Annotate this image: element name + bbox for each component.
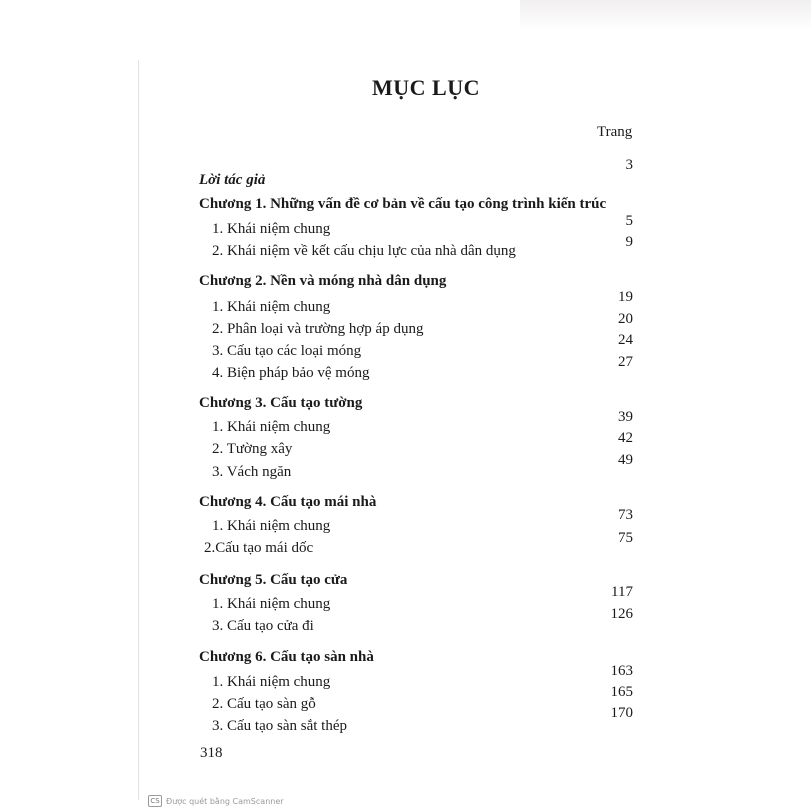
toc-item-page: 27	[618, 354, 633, 370]
toc-chapter-title: Chương 2. Nền và móng nhà dân dụng	[199, 273, 447, 289]
toc-item-page: 42	[618, 430, 633, 446]
page-column-header: Trang	[597, 124, 633, 140]
toc-item-label: 2.Cấu tạo mái dốc	[204, 540, 314, 556]
toc-item-page: 165	[610, 684, 633, 700]
toc-chapter-title: Chương 4. Cấu tạo mái nhà	[199, 494, 377, 510]
toc-intro-label: Lời tác giả	[199, 172, 266, 188]
toc-item-label: 2. Tường xây	[212, 441, 293, 457]
toc-item-page: 170	[610, 705, 633, 721]
toc-chapter-title: Chương 3. Cấu tạo tường	[199, 395, 363, 411]
toc-item-label: 1. Khái niệm chung	[212, 674, 331, 690]
toc-item-label: 1. Khái niệm chung	[212, 299, 331, 315]
page-title: MỤC LỤC	[372, 75, 480, 100]
toc-item-page: 49	[618, 452, 633, 468]
toc-item-page: 5	[625, 213, 633, 229]
toc-item-label: 3. Cấu tạo cửa đi	[212, 618, 314, 634]
toc-item-page: 73	[618, 507, 633, 523]
toc-item-page: 75	[618, 530, 633, 546]
toc-item-page: 19	[618, 289, 633, 305]
toc-item-label: 1. Khái niệm chung	[212, 596, 331, 612]
toc-item-page: 24	[618, 332, 633, 348]
toc-item-page: 39	[618, 409, 633, 425]
scan-shadow	[520, 0, 811, 30]
toc-item-page: 20	[618, 311, 633, 327]
toc-chapter-title: Chương 6. Cấu tạo sàn nhà	[199, 649, 374, 665]
toc-intro-page: 3	[625, 157, 633, 173]
toc-item-page: 163	[610, 663, 633, 679]
toc-item-label: 3. Cấu tạo sàn sắt thép	[212, 718, 347, 734]
toc-item-label: 1. Khái niệm chung	[212, 221, 331, 237]
toc-chapter-title: Chương 1. Những vấn đề cơ bản về cấu tạo công trình kiến trúc	[199, 196, 607, 212]
toc-item-label: 2. Cấu tạo sàn gỗ	[212, 696, 316, 712]
toc-item-label: 1. Khái niệm chung	[212, 518, 331, 534]
toc-item-label: 3. Cấu tạo các loại móng	[212, 343, 362, 359]
toc-item-page: 9	[625, 234, 633, 250]
toc-item-label: 1. Khái niệm chung	[212, 419, 331, 435]
scanner-watermark-text: Được quét bằng CamScanner	[166, 796, 284, 806]
toc-item-page: 117	[611, 584, 633, 600]
toc-item-label: 3. Vách ngăn	[212, 464, 292, 480]
toc-item-page: 126	[610, 606, 633, 622]
toc-item-label: 2. Khái niệm về kết cấu chịu lực của nhà dân dụng	[212, 243, 516, 259]
toc-item-label: 2. Phân loại và trường hợp áp dụng	[212, 321, 424, 337]
toc-item-label: 4. Biện pháp bảo vệ móng	[212, 365, 370, 381]
scanner-watermark	[148, 795, 284, 807]
toc-chapter-title: Chương 5. Cấu tạo cửa	[199, 572, 348, 588]
page-edge-line	[138, 60, 139, 800]
camscanner-logo-icon: CS	[148, 795, 162, 807]
page-number: 318	[200, 745, 223, 761]
